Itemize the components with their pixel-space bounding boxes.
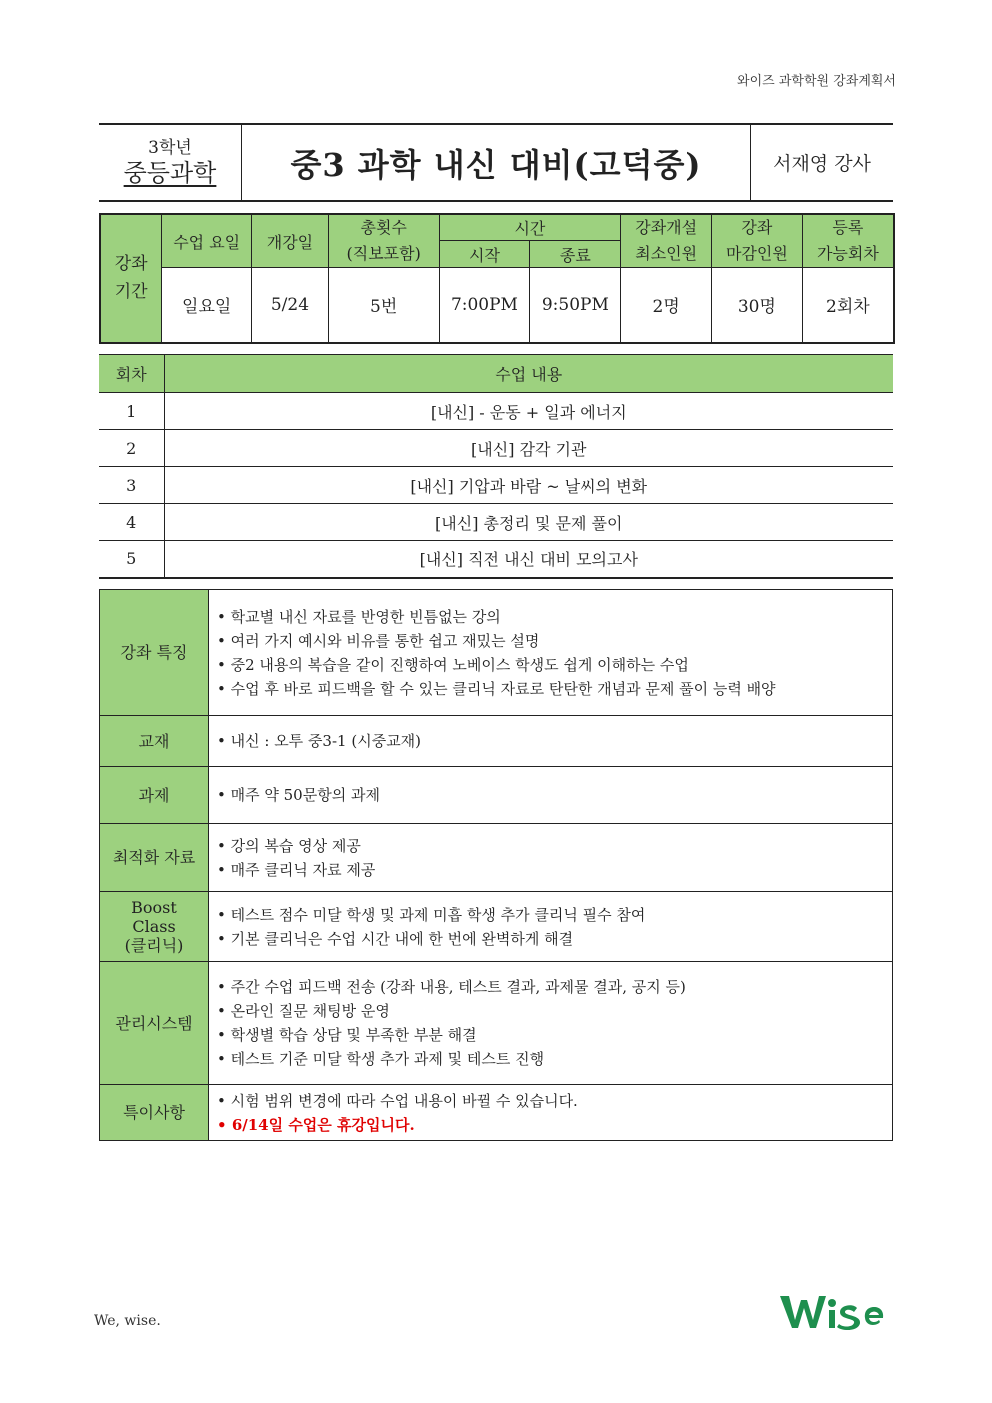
value-max-students: 30명 (712, 268, 803, 343)
list-item: • 중2 내용의 복습을 같이 진행하여 노베이스 학생도 쉽게 이해하는 수업 (217, 653, 884, 677)
list-item: • 기본 클리닉은 수업 시간 내에 한 번에 완벽하게 해결 (217, 927, 884, 951)
header-time-end: 종료 (530, 241, 621, 268)
table-row (99, 504, 893, 541)
list-item: • 테스트 기준 미달 학생 추가 과제 및 테스트 진행 (217, 1047, 884, 1071)
period-row-label: 강좌 기간 (100, 214, 162, 343)
session-content: [내신] 감각 기관 (164, 430, 893, 467)
homework-label: 과제 (100, 767, 209, 824)
list-item: • 온라인 질문 채팅방 운영 (217, 999, 884, 1023)
management-system-label: 관리시스템 (100, 962, 209, 1085)
feature-list (209, 590, 893, 716)
homework-list (209, 767, 893, 824)
table-row (99, 430, 893, 467)
header-enroll-sessions: 등록 가능회차 (802, 214, 894, 268)
course-title: 중3 과학 내신 대비(고덕중) (242, 125, 751, 200)
materials-label: 최적화 자료 (100, 824, 209, 892)
value-time-end: 9:50PM (530, 268, 621, 343)
course-title-box (99, 123, 893, 202)
lesson-schedule-table (99, 354, 893, 579)
session-number: 5 (99, 541, 164, 578)
header-time-start: 시작 (439, 241, 530, 268)
session-content: [내신] 총정리 및 문제 풀이 (164, 504, 893, 541)
session-number: 1 (99, 393, 164, 430)
session-number: 3 (99, 467, 164, 504)
header-total-sessions: 총횟수 (직보포함) (328, 214, 439, 268)
header-min-students: 강좌개설 최소인원 (621, 214, 712, 268)
session-content: [내신] 직전 내신 대비 모의고사 (164, 541, 893, 578)
course-period-table (99, 213, 895, 344)
table-row (99, 467, 893, 504)
holiday-notice: • 6/14일 수업은 휴강입니다. (217, 1113, 884, 1137)
management-system-list (209, 962, 893, 1085)
list-item: • 내신 : 오투 중3-1 (시중교재) (217, 729, 884, 753)
boost-class-label: Boost Class (클리닉) (100, 892, 209, 962)
header-time: 시간 (439, 214, 621, 241)
list-item: • 학생별 학습 상담 및 부족한 부분 해결 (217, 1023, 884, 1047)
session-content: [내신] 기압과 바람 ~ 날씨의 변화 (164, 467, 893, 504)
subject-label: 중등과학 (123, 158, 217, 187)
textbook-list (209, 716, 893, 767)
materials-list (209, 824, 893, 892)
list-item: • 강의 복습 영상 제공 (217, 834, 884, 858)
wise-logo (780, 1290, 896, 1334)
session-number: 2 (99, 430, 164, 467)
notes-list (209, 1085, 893, 1141)
schedule-header-num: 회차 (99, 355, 164, 393)
course-features-table (99, 589, 893, 1141)
teacher-name: 서재영 강사 (773, 153, 871, 175)
list-item: • 여러 가지 예시와 비유를 통한 쉽고 재밌는 설명 (217, 629, 884, 653)
list-item: • 테스트 점수 미달 학생 및 과제 미흡 학생 추가 클리닉 필수 참여 (217, 903, 884, 927)
list-item: • 수업 후 바로 피드백을 할 수 있는 클리닉 자료로 탄탄한 개념과 문제 풀이 능력 배양 (217, 677, 884, 701)
header-start-date: 개강일 (252, 214, 329, 268)
session-content: [내신] - 운동 + 일과 에너지 (164, 393, 893, 430)
table-row (99, 541, 893, 578)
list-item: • 시험 범위 변경에 따라 수업 내용이 바뀔 수 있습니다. (217, 1089, 884, 1113)
textbook-label: 교재 (100, 716, 209, 767)
value-total-sessions: 5번 (328, 268, 439, 343)
table-row (99, 393, 893, 430)
feature-label: 강좌 특징 (100, 590, 209, 716)
schedule-header-content: 수업 내용 (164, 355, 893, 393)
notes-label: 특이사항 (100, 1085, 209, 1141)
value-start-date: 5/24 (252, 268, 329, 343)
list-item: • 학교별 내신 자료를 반영한 빈틈없는 강의 (217, 605, 884, 629)
grade-subject-cell (99, 125, 242, 200)
header-day: 수업 요일 (162, 214, 252, 268)
list-item: • 매주 약 50문항의 과제 (217, 783, 884, 807)
footer-slogan: We, wise. (94, 1313, 161, 1329)
value-day: 일요일 (162, 268, 252, 343)
value-min-students: 2명 (621, 268, 712, 343)
document-header-note: 와이즈 과학학원 강좌계획서 (737, 74, 896, 89)
session-number: 4 (99, 504, 164, 541)
value-time-start: 7:00PM (439, 268, 530, 343)
grade-label: 3학년 (148, 137, 192, 158)
list-item: • 주간 수업 피드백 전송 (강좌 내용, 테스트 결과, 과제물 결과, 공지 등) (217, 975, 884, 999)
list-item: • 매주 클리닉 자료 제공 (217, 858, 884, 882)
header-max-students: 강좌 마감인원 (712, 214, 803, 268)
value-enroll-sessions: 2회차 (802, 268, 894, 343)
boost-class-list (209, 892, 893, 962)
